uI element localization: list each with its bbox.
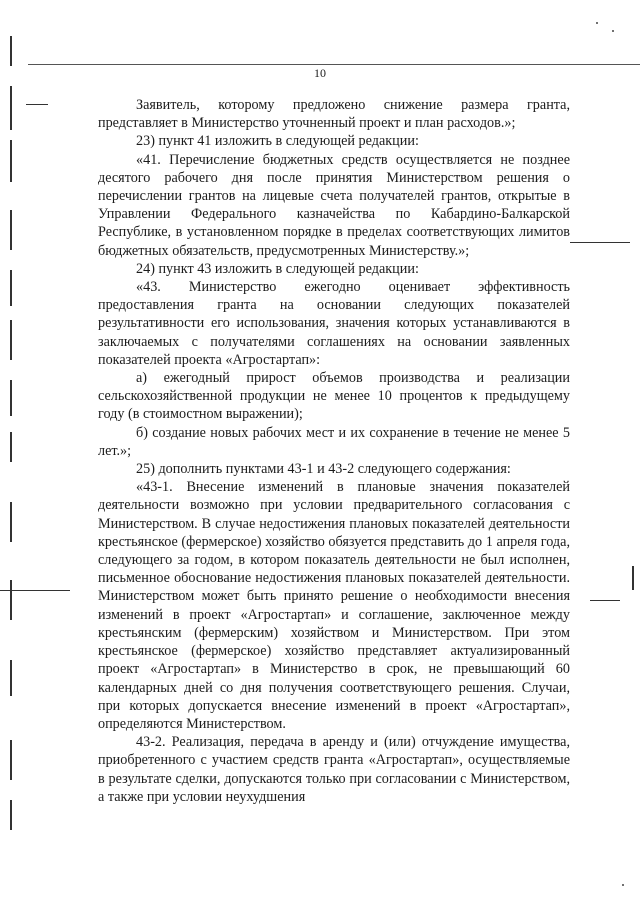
speck [596,22,598,24]
paragraph: 23) пункт 41 изложить в следующей редакции: [136,133,419,150]
binding-mark [10,86,12,130]
page-number: 10 [314,66,326,80]
paragraph: Заявитель, которому предложено снижение размера гранта, представляет в Министерство уточненный проект и план расходов.»; [98,97,570,132]
binding-mark [10,210,12,250]
paragraph: 24) пункт 43 изложить в следующей редакции: [136,260,419,277]
speck [622,884,624,886]
binding-mark [10,660,12,696]
edge-mark [632,566,634,590]
binding-mark [10,36,12,66]
binding-mark [10,740,12,780]
paragraph: «43. Министерство ежегодно оценивает эффективность предоставления гранта на основании следующих показателей результативности его использования, значения которых устанавливаются в заключаемых с получателями соглашениях на основании заявленных показателей проекта «Агростартап»: [98,279,570,368]
binding-mark [10,502,12,542]
margin-dash [570,242,630,243]
paragraph: 25) дополнить пунктами 43-1 и 43-2 следующего содержания: [136,461,511,478]
paragraph: а) ежегодный прирост объемов производства и реализации сельскохозяйственной продукции не менее 10 процентов к предыдущему году (в стоимостном выражении); [98,370,570,423]
binding-mark [10,140,12,182]
binding-mark [10,432,12,462]
paragraph: б) создание новых рабочих мест и их сохранение в течение не менее 5 лет.»; [98,424,570,459]
margin-dash [0,590,70,591]
binding-mark [10,800,12,830]
paragraph: 43-2. Реализация, передача в аренду и (или) отчуждение имущества, приобретенного с участием средств гранта «Агростартап», осуществляемые в результате сделки, допускаются только при согласовании с Министерством, а также при условии неухудшения [98,734,570,805]
margin-dash [26,104,48,105]
document-body [98,96,570,806]
binding-mark [10,580,12,620]
speck [612,30,614,32]
paragraph: «41. Перечисление бюджетных средств осуществляется не позднее десятого рабочего дня после принятия Министерством решения о перечислении грантов на лицевые счета получателей грантов, открытые в Управлении Федерального казначейства по Кабардино-Балкарской Республике, в установленном порядке в пределах соответствующих лимитов бюджетных обязательств, предусмотренных Министерству.»; [98,151,570,259]
margin-dash [590,600,620,601]
binding-mark [10,270,12,306]
header-rule [28,64,640,65]
paragraph: «43-1. Внесение изменений в плановые значения показателей деятельности возможно при условии предварительного согласования с Министерством. В случае недостижения плановых показателей деятельности крестьянское (фермерское) хозяйство обязуется представить до 1 апреля года, следующего за годом, в котором показатель деятельности не был исполнен, письменное обоснование недостижения плановых показателей деятельности. Министерством может быть принято решение о необходимости внесения изменений в проект «Агростартап» и соглашение, заключенное между крестьянским (фермерским) хозяйством и Министерством. При этом крестьянское (фермерское) хозяйство представляет актуализированный проект «Агростартап» в Министерство в срок, не превышающий 60 календарных дней со дня получения соответствующего решения. Случаи, при которых допускается внесение изменений в проект «Агростартап», определяются Министерством. [98,479,570,732]
binding-mark [10,380,12,416]
binding-mark [10,320,12,360]
